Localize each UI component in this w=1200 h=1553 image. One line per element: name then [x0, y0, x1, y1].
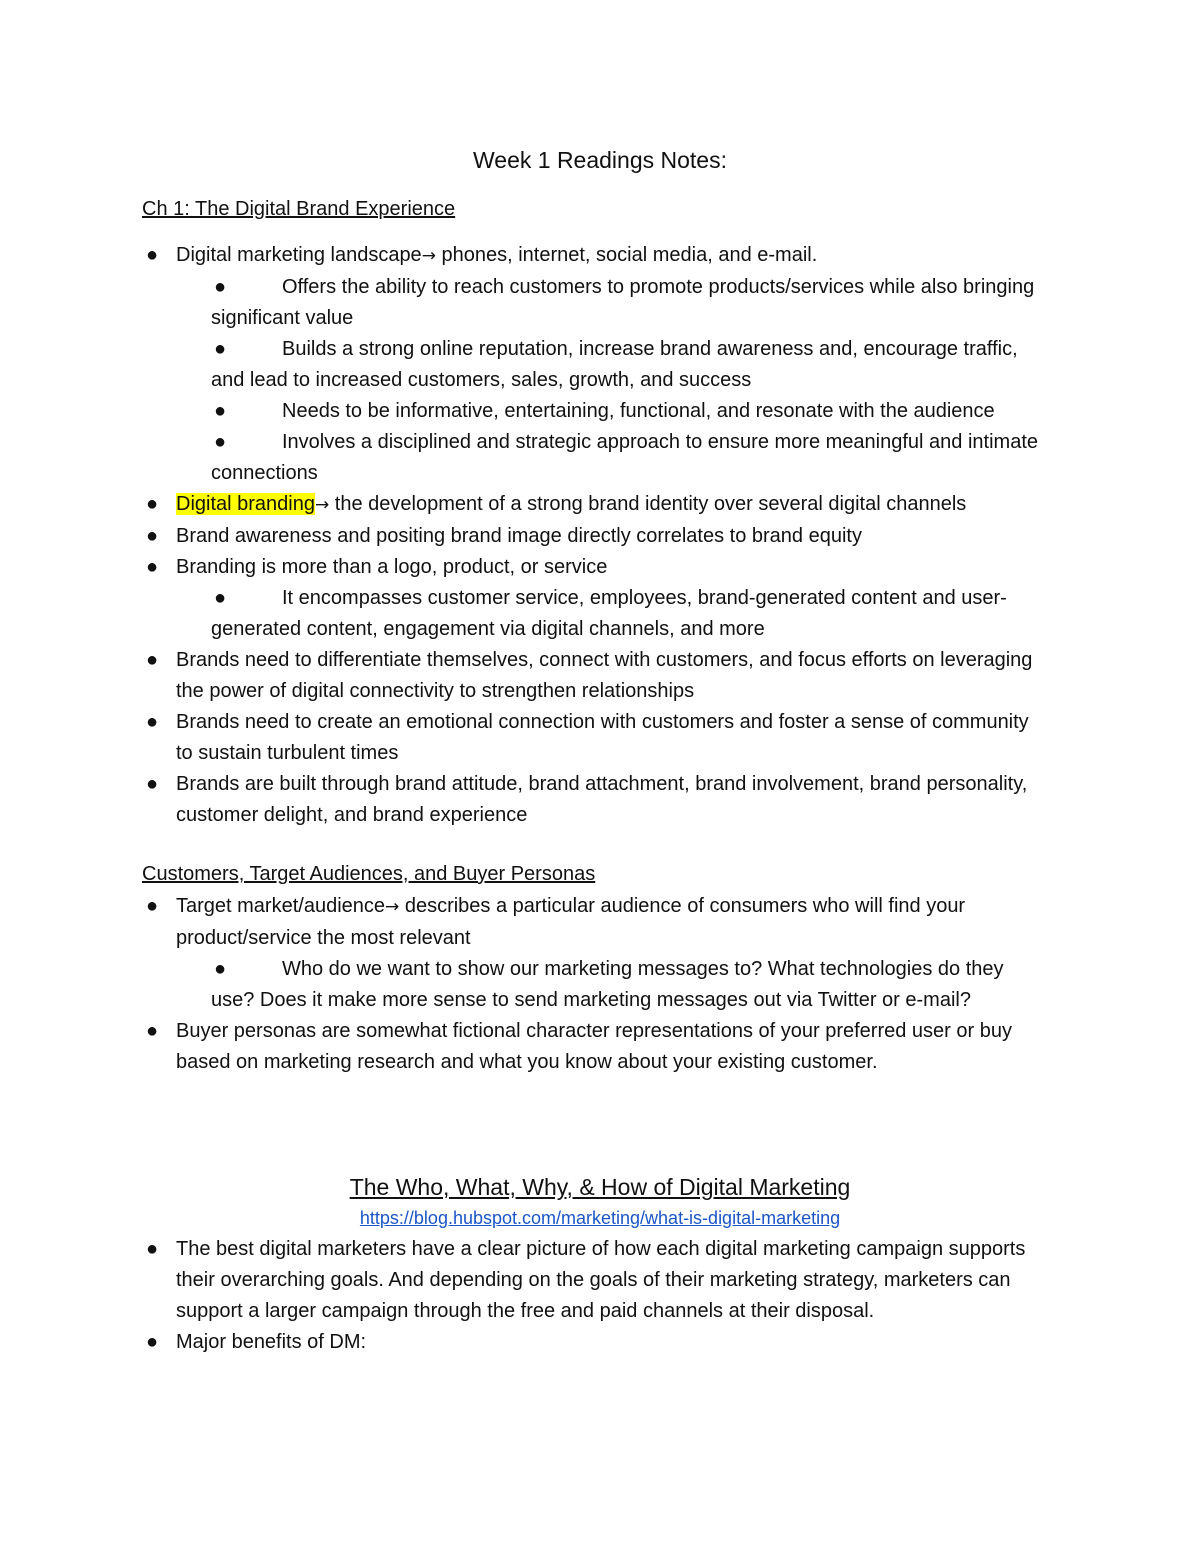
- bullet-icon: ●: [145, 493, 159, 515]
- chapter-1-bullet-list: [0, 240, 1200, 831]
- bullet-icon: ●: [145, 525, 159, 547]
- bullet-icon: ●: [145, 773, 159, 795]
- sub-list-item-text: It encompasses customer service, employees, brand-generated content and user-generated content, engagement via digital channels, and more: [211, 587, 1007, 640]
- hubspot-source-link[interactable]: https://blog.hubspot.com/marketing/what-is-digital-marketing: [359, 1208, 841, 1228]
- list-item: [0, 769, 1200, 831]
- term-digital-marketing-landscape: Digital marketing landscape: [176, 244, 422, 266]
- highlighted-term-digital-branding: Digital branding: [176, 493, 315, 515]
- list-item: [0, 240, 1200, 272]
- bullet-icon: ●: [145, 1331, 159, 1353]
- list-item: [0, 552, 1200, 583]
- list-item-text: Brands need to create an emotional connection with customers and foster a sense of community to sustain turbulent times: [176, 711, 1029, 764]
- bullet-icon: ●: [213, 587, 227, 609]
- customers-bullet-list: [0, 891, 1200, 1078]
- sub-list-item-text: Offers the ability to reach customers to promote products/services while also bringing significant value: [211, 276, 1035, 329]
- sub-list-item-text: Needs to be informative, entertaining, functional, and resonate with the audience: [282, 400, 995, 422]
- list-item: [0, 1016, 1200, 1078]
- list-item-text: the development of a strong brand identity over several digital channels: [329, 493, 967, 515]
- bullet-icon: ●: [213, 958, 227, 980]
- document-title: Week 1 Readings Notes:: [473, 147, 727, 173]
- term-target-market: Target market/audience: [176, 895, 386, 917]
- bullet-icon: ●: [145, 711, 159, 733]
- list-item-text: Brands are built through brand attitude, brand attachment, brand involvement, brand personality, customer delight, and brand experience: [176, 773, 1028, 826]
- list-item-text: describes a particular audience of consumers who will find your product/service the most relevant: [176, 895, 966, 949]
- list-item-text: The best digital marketers have a clear picture of how each digital marketing campaign supports their overarching goals. And depending on the goals of their marketing strategy, marketers can support a larger campaign through the free and paid channels at their disposal.: [176, 1238, 1026, 1322]
- list-item-text: phones, internet, social media, and e-mail.: [435, 244, 818, 266]
- bullet-icon: ●: [213, 338, 227, 360]
- sub-list-item: [0, 583, 1200, 645]
- sub-list-item-text: Who do we want to show our marketing messages to? What technologies do they use? Does it make more sense to send marketing messages out via Twitter or e-mail?: [211, 958, 1004, 1011]
- bullet-icon: ●: [213, 400, 227, 422]
- bullet-icon: ●: [145, 895, 159, 917]
- list-item-text: Branding is more than a logo, product, or service: [176, 556, 608, 578]
- arrow-right-icon: →: [421, 246, 436, 266]
- list-item-text: Brand awareness and positing brand image directly correlates to brand equity: [176, 525, 862, 547]
- arrow-right-icon: →: [314, 495, 330, 515]
- list-item: [0, 707, 1200, 769]
- bullet-icon: ●: [145, 244, 159, 266]
- bullet-icon: ●: [145, 556, 159, 578]
- sub-list-item: [0, 396, 1200, 427]
- list-item: [0, 1234, 1200, 1327]
- sub-list-item-text: Involves a disciplined and strategic approach to ensure more meaningful and intimate connections: [211, 431, 1038, 484]
- source-link-line: [0, 1205, 1200, 1231]
- bullet-icon: ●: [145, 1020, 159, 1042]
- bullet-icon: ●: [145, 1238, 159, 1260]
- digital-marketing-section-title: The Who, What, Why, & How of Digital Marketing: [349, 1174, 851, 1200]
- sub-list-item: [0, 272, 1200, 334]
- sub-list-item-text: Builds a strong online reputation, increase brand awareness and, encourage traffic, and lead to increased customers, sales, growth, and success: [211, 338, 1018, 391]
- customers-heading: Customers, Target Audiences, and Buyer Personas: [142, 863, 596, 885]
- digital-marketing-bullet-list: [0, 1234, 1200, 1358]
- list-item: [0, 521, 1200, 552]
- list-item: [0, 891, 1200, 954]
- bullet-icon: ●: [145, 649, 159, 671]
- sub-list-item: [0, 334, 1200, 396]
- chapter-1-heading: Ch 1: The Digital Brand Experience: [142, 198, 456, 220]
- list-item-text: Brands need to differentiate themselves, connect with customers, and focus efforts on leveraging the power of digital connectivity to strengthen relationships: [176, 649, 1033, 702]
- list-item-text: Major benefits of DM:: [176, 1331, 367, 1353]
- arrow-right-icon: →: [385, 897, 400, 917]
- list-item: [0, 489, 1200, 521]
- list-item: [0, 645, 1200, 707]
- sub-list-item: [0, 427, 1200, 489]
- sub-list-item: [0, 954, 1200, 1016]
- bullet-icon: ●: [213, 431, 227, 453]
- bullet-icon: ●: [213, 276, 227, 298]
- list-item-text: Buyer personas are somewhat fictional character representations of your preferred user or buy based on marketing research and what you know about your existing customer.: [176, 1020, 1012, 1073]
- list-item: [0, 1327, 1200, 1358]
